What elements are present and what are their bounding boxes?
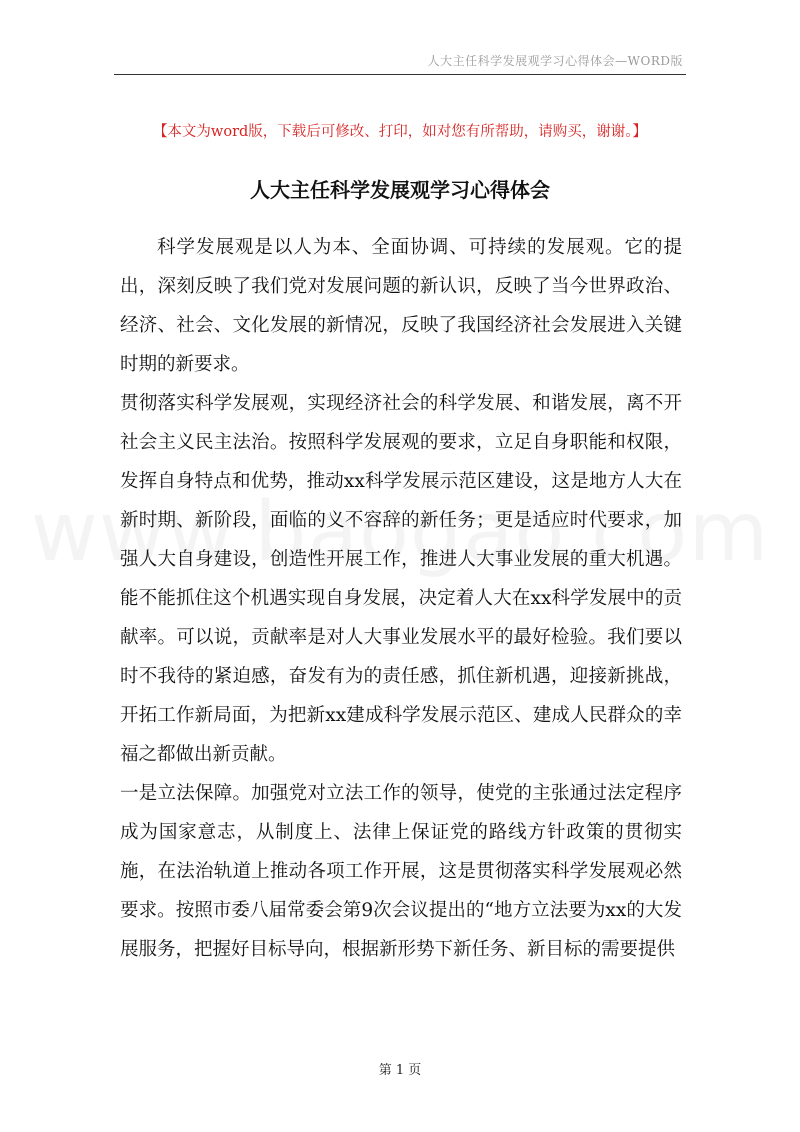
paragraph-2: 贯彻落实科学发展观，实现经济社会的科学发展、和谐发展，离不开社会主义民主法治。按照科学发展观的要求，立足自身职能和权限，发挥自身特点和优势，推动xx科学发展示范区建设，这是地方人大在新时期、新阶段，面临的义不容辞的新任务；更是适应时代要求，加强人大自身建设，创造性开展工作，推进人大事业发展的重大机遇。能不能抓住这个机遇实现自身发展，决定着人大在xx科学发展中的贡献率。可以说，贡献率是对人大事业发展水平的最好检验。我们要以时不我待的紧迫感，奋发有为的责任感，抓住新机遇，迎接新挑战，开拓工作新局面，为把新xx建成科学发展示范区、建成人民群众的幸福之都做出新贡献。: [120, 393, 682, 765]
document-body: [120, 228, 682, 969]
paragraph-1: 科学发展观是以人为本、全面协调、可持续的发展观。它的提出，深刻反映了我们党对发展问题的新认识，反映了当今世界政治、经济、社会、文化发展的新情况，反映了我国经济社会发展进入关键时期的新要求。: [120, 237, 682, 375]
download-notice: 【本文为word版，下载后可修改、打印，如对您有所帮助，请购买，谢谢。】: [152, 124, 648, 140]
paragraph-3: 一是立法保障。加强党对立法工作的领导，使党的主张通过法定程序成为国家意志，从制度上、法律上保证党的路线方针政策的贯彻实施，在法治轨道上推动各项工作开展，这是贯彻落实科学发展观必然要求。按照市委八届常委会第9次会议提出的“地方立法要为xx的大发展服务，把握好目标导向，根据新形势下新任务、新目标的需要提供: [120, 783, 682, 960]
page-number: 第 1 页: [378, 1063, 422, 1078]
header-divider: [114, 74, 686, 75]
document-title: 人大主任科学发展观学习心得体会: [250, 178, 550, 202]
running-header: 人大主任科学发展观学习心得体会—WORD版: [427, 54, 683, 68]
